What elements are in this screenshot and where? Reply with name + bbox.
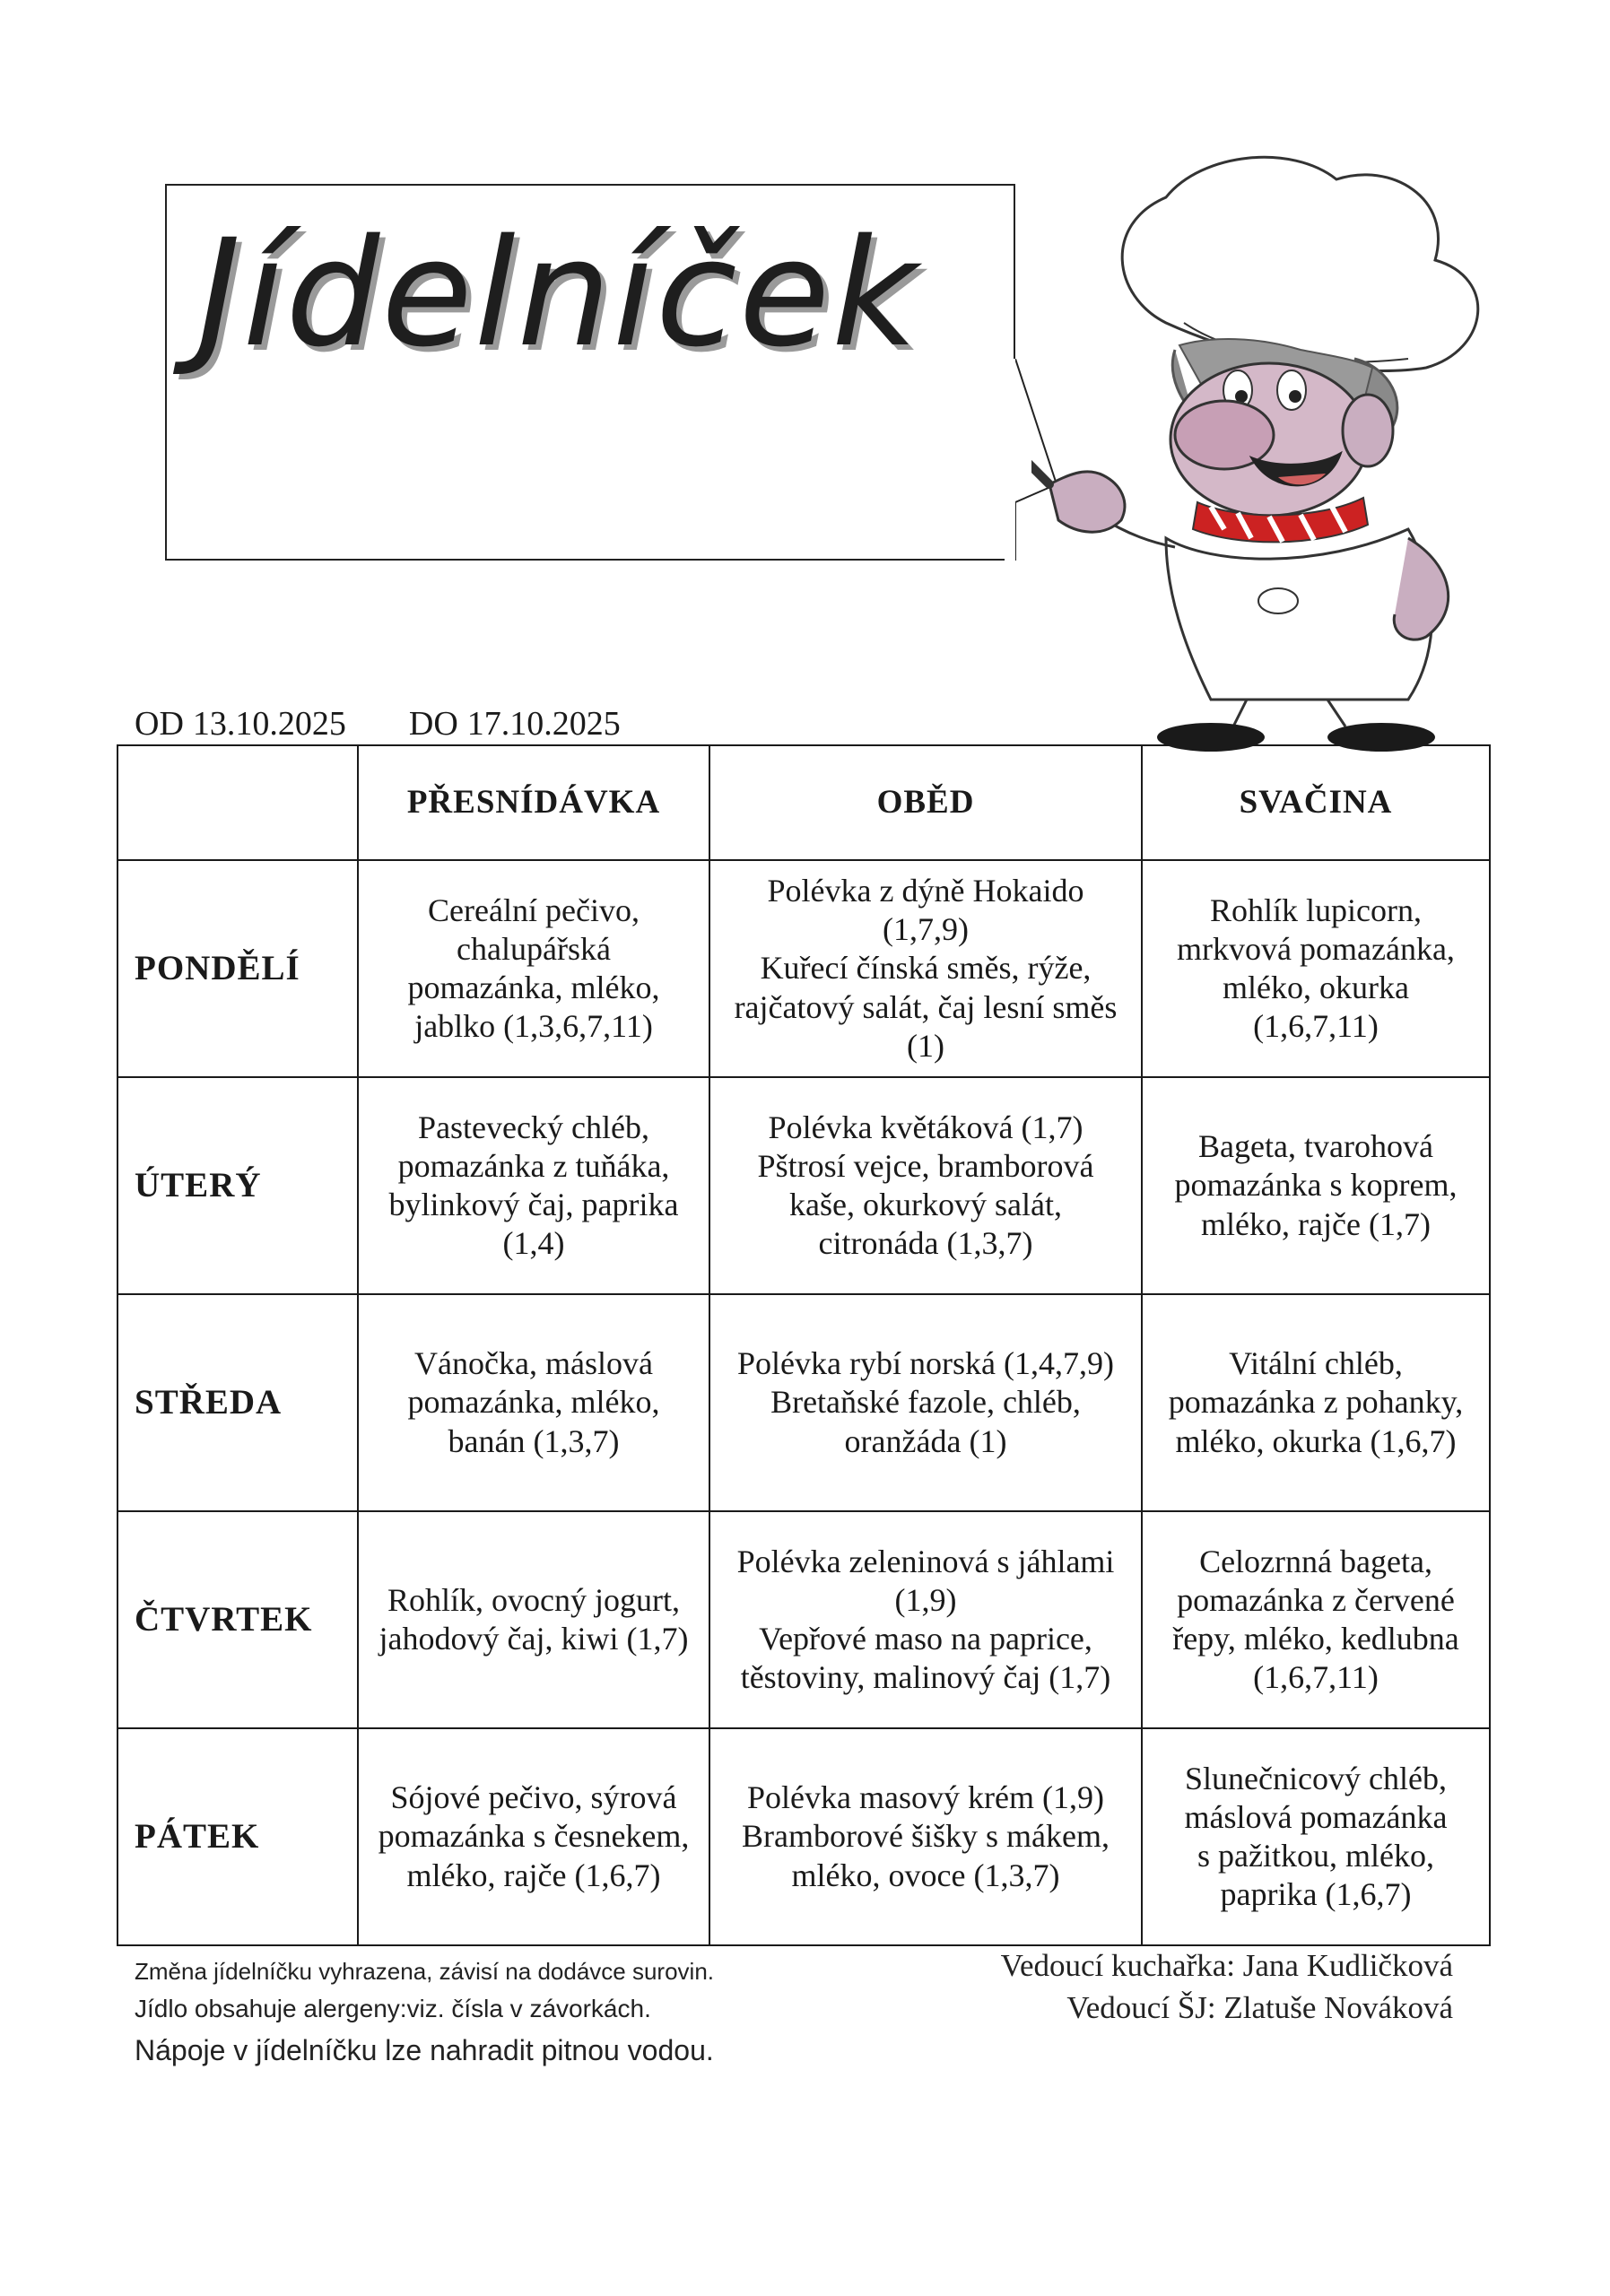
meal-line: oranžáda (1) (844, 1422, 1007, 1459)
meal-cell-obed (709, 1077, 1142, 1294)
meal-line: pomazánka z červené (1177, 1581, 1455, 1618)
meal-line: Celozrnná bageta, (1199, 1543, 1432, 1579)
meal-line: (1) (907, 1027, 944, 1064)
meal-cell-obed (709, 1728, 1142, 1945)
meal-line: (1,7,9) (883, 911, 969, 948)
meal-cell-obed (709, 1511, 1142, 1728)
meal-line: pomazánka s česnekem, (378, 1818, 690, 1855)
table-row (117, 1077, 1490, 1294)
menu-table (117, 744, 1491, 1946)
meal-line: citronáda (1,3,7) (818, 1225, 1033, 1262)
meal-line: (1,6,7,11) (1253, 1659, 1379, 1696)
meal-line: Vitální chléb, (1229, 1345, 1403, 1382)
day-label: STŘEDA (117, 1294, 358, 1511)
meal-line: mléko, rajče (1,7) (1201, 1205, 1431, 1242)
meal-line: (1,4) (502, 1225, 565, 1262)
footer-note: Změna jídelníčku vyhrazena, závisí na dodávce surovin. (135, 1958, 715, 1985)
meal-line: těstoviny, malinový čaj (1,7) (740, 1659, 1111, 1696)
meal-line: s pažitkou, mléko, (1197, 1838, 1434, 1874)
meal-line: mrkvová pomazánka, (1177, 930, 1455, 967)
table-header-row (117, 745, 1490, 860)
meal-line: řepy, mléko, kedlubna (1172, 1621, 1459, 1657)
date-to-label: DO (408, 705, 458, 743)
meal-line: Polévka z dýně Hokaido (767, 873, 1084, 909)
meal-line: (1,6,7,11) (1253, 1008, 1379, 1045)
meal-line: Rohlík, ovocný jogurt, (387, 1581, 680, 1618)
meal-line: mléko, rajče (1,6,7) (406, 1857, 661, 1893)
meal-line: paprika (1,6,7) (1220, 1876, 1412, 1913)
meal-line: Polévka rybí norská (1,4,7,9) (737, 1345, 1114, 1382)
meal-line: Vepřové maso na paprice, (759, 1621, 1092, 1657)
footer-notes (135, 1953, 714, 2072)
meal-line: mléko, okurka (1223, 970, 1409, 1005)
meal-cell-presnidavka (358, 1511, 709, 1728)
meal-line: Kuřecí čínská směs, rýže, (760, 950, 1092, 987)
meal-line: rajčatový salát, čaj lesní směs (734, 988, 1118, 1025)
meal-line: jablko (1,3,6,7,11) (414, 1008, 653, 1045)
meal-cell-obed (709, 860, 1142, 1077)
meal-line: jahodový čaj, kiwi (1,7) (379, 1621, 689, 1657)
day-label: PONDĚLÍ (117, 860, 358, 1077)
meal-cell-obed (709, 1294, 1142, 1511)
table-row (117, 1511, 1490, 1728)
table-row (117, 1728, 1490, 1945)
meal-line: pomazánka s koprem, (1174, 1167, 1458, 1204)
meal-line: Slunečnicový chléb, (1185, 1760, 1447, 1796)
footer-staff (1001, 1944, 1453, 2030)
meal-line: pomazánka z tuňáka, (397, 1147, 670, 1184)
header-svacina: SVAČINA (1142, 745, 1490, 860)
day-label: PÁTEK (117, 1728, 358, 1945)
date-from: 13.10.2025 (192, 705, 346, 743)
meal-cell-presnidavka (358, 1077, 709, 1294)
meal-line: Sójové pečivo, sýrová (390, 1779, 677, 1816)
meal-line: pomazánka z pohanky, (1168, 1384, 1464, 1421)
chef-illustration (1031, 144, 1516, 753)
date-range (135, 704, 621, 744)
meal-line: pomazánka, mléko, (407, 1384, 660, 1421)
meal-cell-svacina (1142, 1077, 1490, 1294)
header-obed: OBĚD (709, 745, 1142, 860)
meal-line: Vánočka, máslová (414, 1345, 653, 1382)
date-from-label: OD (135, 705, 184, 743)
meal-cell-svacina (1142, 860, 1490, 1077)
meal-line: mléko, okurka (1,6,7) (1175, 1422, 1457, 1459)
meal-cell-presnidavka (358, 1294, 709, 1511)
meal-line: bylinkový čaj, paprika (388, 1187, 679, 1222)
day-label: ČTVRTEK (117, 1511, 358, 1728)
table-row (117, 1294, 1490, 1511)
meal-line: kaše, okurkový salát, (789, 1187, 1062, 1222)
meal-cell-presnidavka (358, 860, 709, 1077)
meal-cell-presnidavka (358, 1728, 709, 1945)
meal-line: Polévka masový krém (1,9) (747, 1779, 1104, 1816)
meal-line: Pastevecký chléb, (418, 1109, 649, 1145)
meal-line: Pštrosí vejce, bramborová (757, 1147, 1094, 1184)
meal-line: banán (1,3,7) (448, 1422, 620, 1459)
table-row (117, 860, 1490, 1077)
meal-line: pomazánka, mléko, (407, 970, 660, 1005)
footer-note: Nápoje v jídelníčku lze nahradit pitnou vodou. (135, 2033, 714, 2066)
meal-line: Bretaňské fazole, chléb, (770, 1384, 1081, 1421)
meal-line: Rohlík lupicorn, (1210, 891, 1422, 928)
header-empty-cell (117, 745, 358, 860)
head-cook: Vedoucí kuchařka: Jana Kudličková (1000, 1948, 1453, 1983)
page-title: Jídelníček (197, 207, 919, 379)
meal-line: máslová pomazánka (1184, 1798, 1448, 1835)
meal-cell-svacina (1142, 1511, 1490, 1728)
date-to: 17.10.2025 (466, 705, 621, 743)
meal-line: Bageta, tvarohová (1198, 1128, 1433, 1165)
meal-line: mléko, ovoce (1,3,7) (791, 1857, 1060, 1893)
meal-cell-svacina (1142, 1728, 1490, 1945)
footer-note: Jídlo obsahuje alergeny:viz. čísla v závorkách. (135, 1995, 651, 2023)
meal-cell-svacina (1142, 1294, 1490, 1511)
meal-line: (1,9) (894, 1581, 957, 1618)
meal-line: Polévka zeleninová s jáhlami (736, 1543, 1115, 1579)
header-presnidavka: PŘESNÍDÁVKA (358, 745, 709, 860)
day-label: ÚTERÝ (117, 1077, 358, 1294)
meal-line: Polévka květáková (1,7) (768, 1109, 1083, 1145)
head-of-canteen: Vedoucí ŠJ: Zlatuše Nováková (1066, 1990, 1453, 2026)
meal-line: chalupářská (457, 930, 611, 967)
meal-line: Bramborové šišky s mákem, (742, 1818, 1110, 1855)
meal-line: Cereální pečivo, (428, 891, 640, 928)
